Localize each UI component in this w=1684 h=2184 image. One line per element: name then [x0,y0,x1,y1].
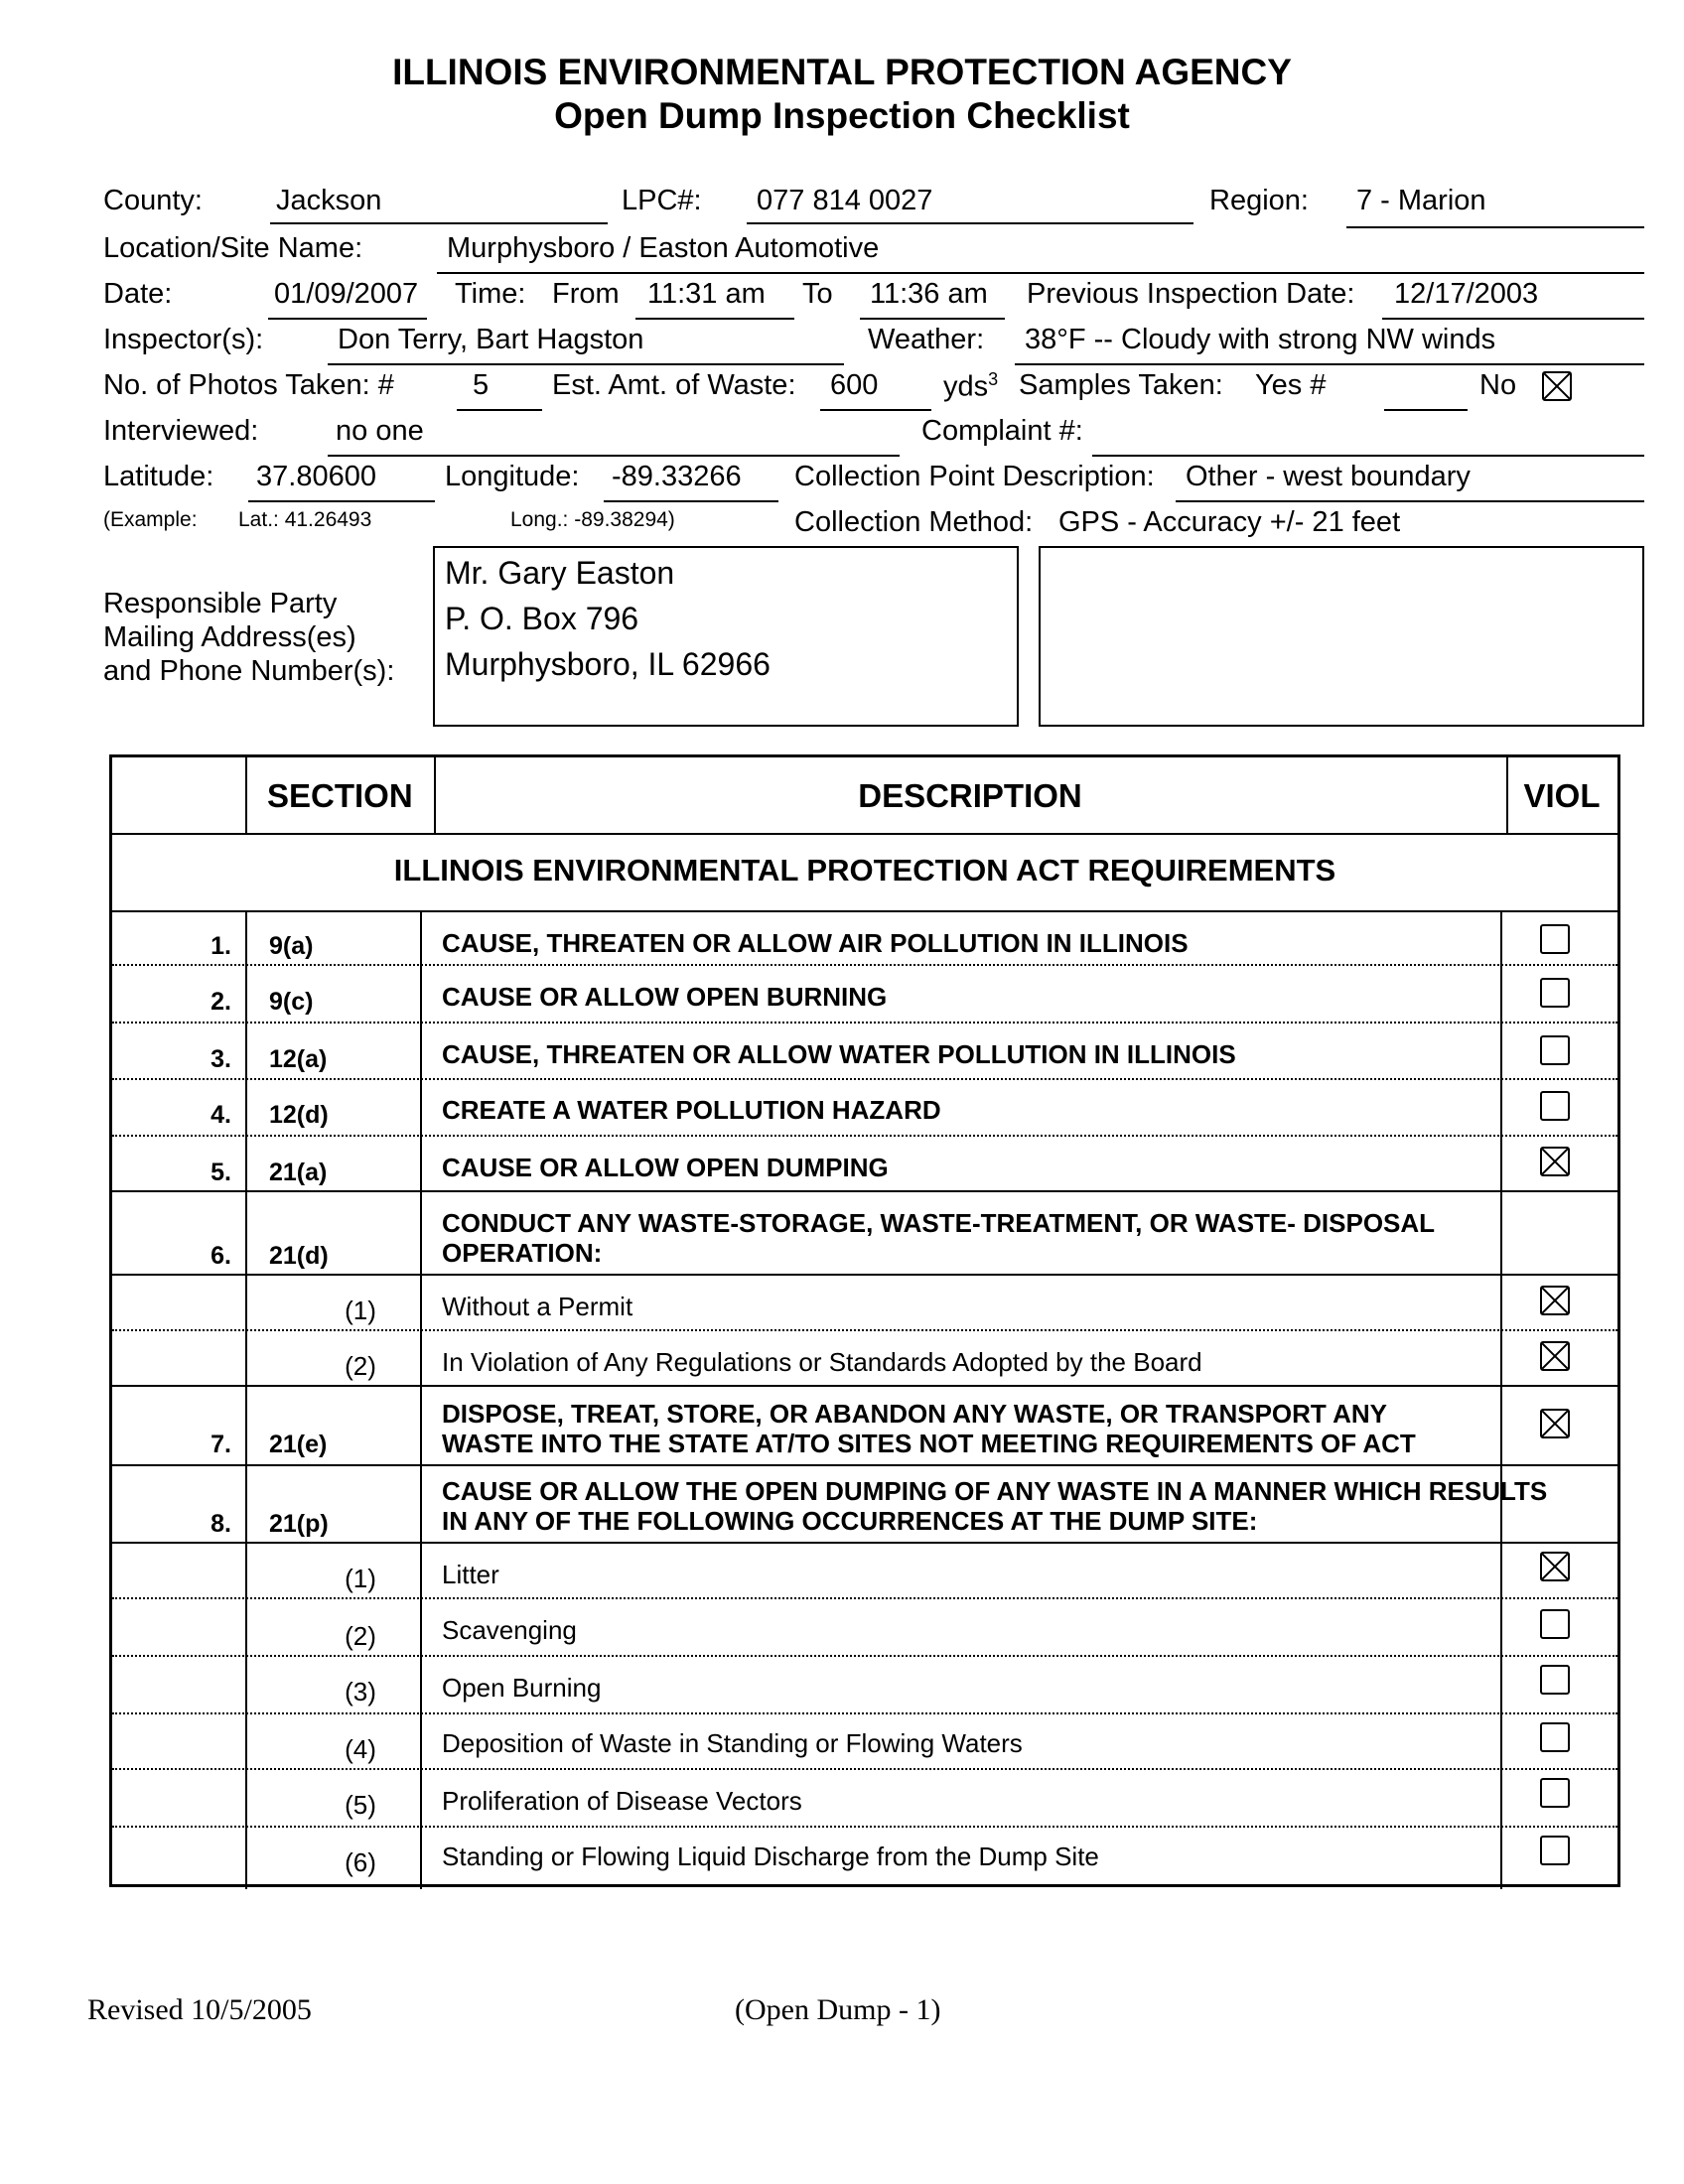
row-section: 12(a) [269,1045,328,1073]
row-description: Open Burning [442,1673,602,1703]
cpd-label: Collection Point Description: [794,461,1155,492]
collection-method-value: GPS - Accuracy +/- 21 feet [1058,506,1401,538]
region-label: Region: [1209,185,1309,216]
viol-checkbox[interactable] [1540,978,1570,1008]
viol-checkbox[interactable] [1540,1286,1570,1315]
interviewed-value: no one [336,415,424,447]
row-description: In Violation of Any Regulations or Standards Adopted by the Board [442,1347,1202,1377]
prev-inspection-value: 12/17/2003 [1394,278,1539,310]
viol-checkbox[interactable] [1540,1035,1570,1065]
time-label: Time: [455,278,526,310]
responsible-label-1: Responsible Party [103,588,338,619]
row-description-line-2: OPERATION: [442,1238,603,1268]
prev-inspection-label: Previous Inspection Date: [1027,278,1355,310]
secondary-address-box [1039,546,1644,727]
samples-no-checkbox[interactable] [1542,371,1572,401]
example-label: (Example: [103,508,198,531]
viol-checkbox[interactable] [1540,1778,1570,1808]
row-description: Scavenging [442,1615,577,1645]
responsible-label-3: and Phone Number(s): [103,655,395,687]
photos-value: 5 [473,369,490,401]
viol-checkbox[interactable] [1540,1409,1570,1438]
address-line-3: Murphysboro, IL 62966 [445,646,771,682]
date-value: 01/09/2007 [274,278,419,310]
column-header-section: SECTION [267,777,413,814]
waste-label: Est. Amt. of Waste: [552,369,796,401]
row-section: 9(a) [269,932,314,960]
row-number: 5. [210,1159,231,1186]
row-description: Proliferation of Disease Vectors [442,1786,802,1816]
longitude-value: -89.33266 [612,461,742,492]
samples-no-label: No [1479,369,1517,401]
row-description: Standing or Flowing Liquid Discharge from the Dump Site [442,1842,1099,1871]
row-subitem: (1) [345,1296,376,1325]
requirements-table [109,754,1620,1887]
example-latitude: Lat.: 41.26493 [238,508,372,531]
photos-label: No. of Photos Taken: # [103,369,394,401]
waste-value: 600 [830,369,879,401]
row-description-line-1: CONDUCT ANY WASTE-STORAGE, WASTE-TREATMENT, OR WASTE- DISPOSAL [442,1208,1436,1238]
lpc-value: 077 814 0027 [757,185,933,216]
date-label: Date: [103,278,173,310]
waste-unit-text: yds [943,370,989,403]
row-section: 9(c) [269,988,314,1016]
row-number: 7. [210,1431,231,1458]
group-title: ILLINOIS ENVIRONMENTAL PROTECTION ACT REQUIREMENTS [393,853,1336,887]
row-description: Litter [442,1560,499,1589]
row-section: 21(d) [269,1242,329,1270]
row-description: CREATE A WATER POLLUTION HAZARD [442,1095,941,1125]
column-header-description: DESCRIPTION [858,777,1082,814]
region-value: 7 - Marion [1356,185,1486,216]
inspector-label: Inspector(s): [103,324,264,355]
latitude-label: Latitude: [103,461,214,492]
samples-yes-label: Yes # [1255,369,1327,401]
site-label: Location/Site Name: [103,232,363,264]
row-description: CAUSE OR ALLOW OPEN DUMPING [442,1153,889,1182]
page-number: (Open Dump - 1) [735,1993,941,2026]
complaint-label: Complaint #: [921,415,1083,447]
viol-checkbox[interactable] [1540,1836,1570,1865]
viol-checkbox[interactable] [1540,1091,1570,1121]
lpc-label: LPC#: [622,185,702,216]
row-subitem: (4) [345,1734,376,1764]
longitude-label: Longitude: [445,461,580,492]
example-longitude: Long.: -89.38294) [510,508,675,531]
row-number: 1. [210,932,231,960]
viol-checkbox[interactable] [1540,1609,1570,1639]
time-from-label: From [552,278,620,310]
waste-unit-superscript: 3 [988,369,999,389]
column-header-viol: VIOL [1523,777,1601,814]
viol-checkbox[interactable] [1540,1341,1570,1371]
row-description: CAUSE OR ALLOW OPEN BURNING [442,982,888,1012]
address-line-2: P. O. Box 796 [445,601,639,636]
samples-label: Samples Taken: [1019,369,1223,401]
viol-checkbox[interactable] [1540,1552,1570,1581]
row-description: CAUSE, THREATEN OR ALLOW AIR POLLUTION IN ILLINOIS [442,928,1189,958]
row-number: 8. [210,1510,231,1538]
viol-checkbox[interactable] [1540,1722,1570,1752]
weather-label: Weather: [868,324,985,355]
cpd-value: Other - west boundary [1186,461,1471,492]
site-value: Murphysboro / Easton Automotive [447,232,880,264]
row-subitem: (1) [345,1564,376,1593]
county-value: Jackson [276,185,382,216]
time-from-value: 11:31 am [647,278,766,310]
viol-checkbox[interactable] [1540,1665,1570,1695]
row-description-line-2: IN ANY OF THE FOLLOWING OCCURRENCES AT THE DUMP SITE: [442,1506,1258,1536]
row-subitem: (5) [345,1790,376,1820]
county-label: County: [103,185,203,216]
row-number: 2. [210,988,231,1016]
form-title: Open Dump Inspection Checklist [554,95,1130,136]
row-section: 21(a) [269,1159,328,1186]
address-line-1: Mr. Gary Easton [445,555,675,591]
row-description-line-1: DISPOSE, TREAT, STORE, OR ABANDON ANY WASTE, OR TRANSPORT ANY [442,1399,1387,1429]
row-subitem: (6) [345,1847,376,1877]
agency-title: ILLINOIS ENVIRONMENTAL PROTECTION AGENCY [392,52,1292,92]
row-description-line-1: CAUSE OR ALLOW THE OPEN DUMPING OF ANY WASTE IN A MANNER WHICH RESULTS [442,1476,1548,1506]
interviewed-label: Interviewed: [103,415,259,447]
row-subitem: (2) [345,1621,376,1651]
time-to-value: 11:36 am [870,278,988,310]
row-description: Deposition of Waste in Standing or Flowing Waters [442,1728,1023,1758]
responsible-label-2: Mailing Address(es) [103,621,356,653]
weather-value: 38°F -- Cloudy with strong NW winds [1025,324,1496,355]
row-number: 4. [210,1101,231,1129]
inspector-value: Don Terry, Bart Hagston [338,324,644,355]
time-to-label: To [802,278,833,310]
row-number: 3. [210,1045,231,1073]
row-section: 21(e) [269,1431,328,1458]
latitude-value: 37.80600 [256,461,376,492]
responsible-address-box [433,546,1019,727]
row-description-line-2: WASTE INTO THE STATE AT/TO SITES NOT MEETING REQUIREMENTS OF ACT [442,1429,1416,1458]
row-subitem: (2) [345,1351,376,1381]
viol-checkbox[interactable] [1540,924,1570,954]
row-section: 21(p) [269,1510,329,1538]
waste-unit [943,369,998,404]
row-description: CAUSE, THREATEN OR ALLOW WATER POLLUTION IN ILLINOIS [442,1039,1236,1069]
viol-checkbox[interactable] [1540,1147,1570,1176]
row-number: 6. [210,1242,231,1270]
row-subitem: (3) [345,1677,376,1706]
revised-date: Revised 10/5/2005 [87,1993,312,2026]
row-section: 12(d) [269,1101,329,1129]
collection-method-label: Collection Method: [794,506,1034,538]
row-description: Without a Permit [442,1292,633,1321]
